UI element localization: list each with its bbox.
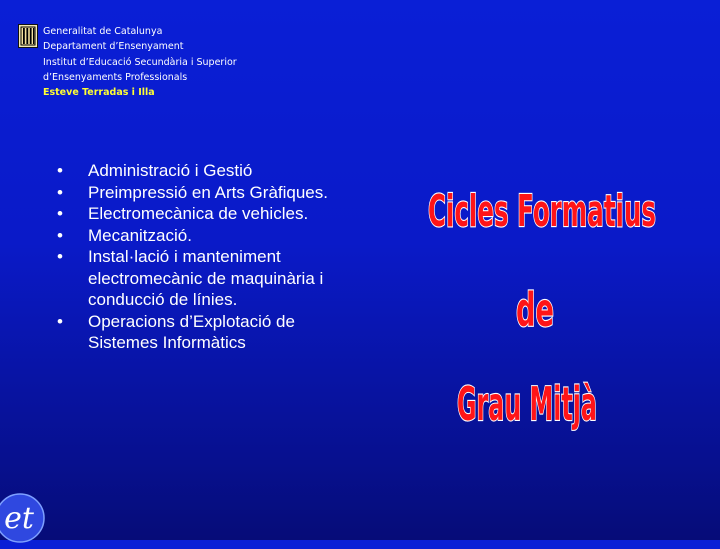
generalitat-logo-icon [18, 24, 38, 48]
list-item-text: Administració i Gestió [88, 161, 253, 180]
bullet-icon: • [57, 311, 63, 331]
header-line-4: d’Ensenyaments Professionals [43, 71, 188, 83]
school-name: Esteve Terradas i Illa [43, 87, 155, 99]
header-line-2: Departament d’Ensenyament [43, 41, 184, 53]
header-line-1: Generalitat de Catalunya [43, 26, 163, 37]
list-item [57, 311, 357, 354]
bullet-icon: • [57, 161, 63, 180]
list-item-text: Operacions d’Explotació de Sistemes Informàtics [88, 311, 295, 352]
list-item [57, 203, 357, 225]
list-item-text: Preimpressió en Arts Gràfiques. [88, 182, 328, 202]
list-item [57, 246, 357, 311]
header-text-block [43, 24, 237, 100]
list-item [57, 160, 357, 182]
list-item [57, 225, 357, 247]
et-logo-icon [0, 492, 46, 544]
bullet-icon: • [57, 182, 63, 202]
title-line-1: Cicles Formatius [428, 186, 656, 237]
et-logo-letters: et [4, 501, 34, 536]
header-line-3: Institut d’Educació Secundària i Superior [43, 56, 237, 68]
cycle-list [57, 160, 357, 354]
title-line-2: de [516, 283, 554, 337]
list-item-text: Instal·lació i manteniment electromecànic de maquinària i conducció de línies. [88, 247, 324, 309]
bullet-icon: • [57, 204, 63, 223]
list-item [57, 182, 357, 204]
list-item-text: Electromecànica de vehicles. [88, 204, 309, 223]
list-item-text: Mecanització. [88, 225, 192, 245]
bullet-icon: • [57, 225, 63, 245]
title-line-3: Grau Mitjà [457, 377, 597, 431]
bullet-icon: • [57, 247, 63, 266]
title-wordart [420, 168, 670, 448]
